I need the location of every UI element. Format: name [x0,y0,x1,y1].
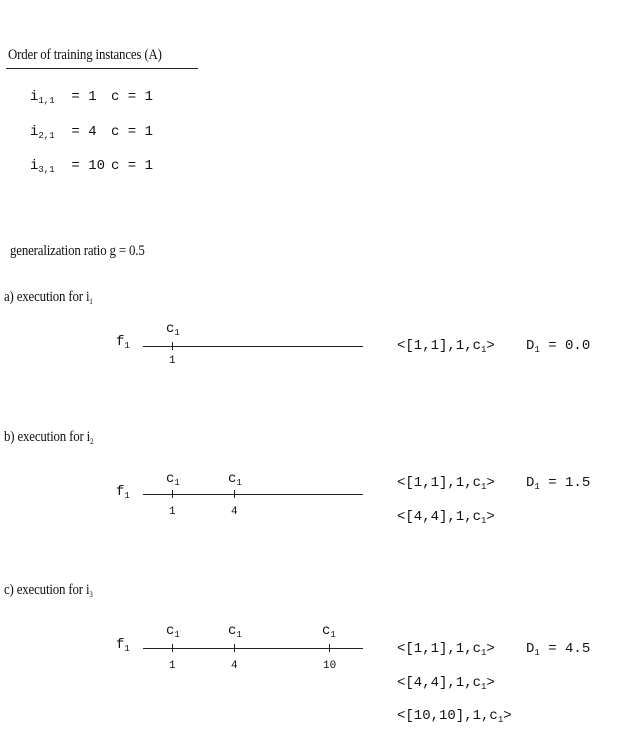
section-c-title: c) execution for $i_3$ [4,582,93,599]
instance-row [30,124,97,141]
axis-tick [172,644,173,652]
axis-label-f: $f_1$ [116,334,130,351]
section-b-title: b) execution for $i_2$ [4,429,94,446]
title-underline [6,68,198,69]
instance-equals: = [63,124,89,140]
feature-axis [143,346,363,347]
instance-value: 4 [88,124,97,140]
instance-var: i [30,124,39,140]
axis-tick [329,644,330,652]
rule: $<[10,10],1,c_1>$ [397,708,512,725]
class-label: $c_1$ [166,321,180,338]
distance-value: $D_1 = 0.0$ [526,338,591,355]
class-label: $c_1$ [322,623,336,640]
instance-class: c = 1 [111,89,154,105]
instance-value: 10 [88,158,106,174]
feature-axis [143,648,363,649]
class-label: $c_1$ [228,471,242,488]
class-label: $c_1$ [166,623,180,640]
rule: $<[1,1],1,c_1>$ [397,338,495,355]
axis-label-f: $f_1$ [116,484,130,501]
instance-var: i [30,158,39,174]
axis-tick [172,342,173,350]
generalization-ratio: generalization ratio g = 0.5 [10,243,145,259]
feature-axis [143,494,363,495]
axis-tick [172,490,173,498]
tick-label: 1 [169,506,176,518]
tick-label: 10 [323,660,337,672]
rule: $<[1,1],1,c_1>$ [397,641,495,658]
instance-equals: = [63,89,89,105]
instance-sub: 2,1 [38,131,55,141]
instance-var: i [30,89,39,105]
instance-class: c = 1 [111,158,154,174]
rule: $<[1,1],1,c_1>$ [397,475,495,492]
instance-sub: 1,1 [38,96,55,106]
axis-label-f: $f_1$ [116,637,130,654]
instance-class: c = 1 [111,124,154,140]
instance-equals: = [63,158,89,174]
distance-value: $D_1 = 4.5$ [526,641,591,658]
rule: $<[4,4],1,c_1>$ [397,675,495,692]
instance-sub: 3,1 [38,165,55,175]
tick-label: 1 [169,660,176,672]
tick-label: 1 [169,355,176,367]
axis-tick [234,644,235,652]
rule: $<[4,4],1,c_1>$ [397,509,495,526]
class-label: $c_1$ [166,471,180,488]
class-label: $c_1$ [228,623,242,640]
instance-row [30,158,105,175]
order-title: Order of training instances (A) [8,47,162,63]
section-a-title: a) execution for $i_1$ [4,289,93,306]
axis-tick [234,490,235,498]
instance-row [30,89,97,106]
tick-label: 4 [231,506,238,518]
instance-value: 1 [88,89,97,105]
tick-label: 4 [231,660,238,672]
distance-value: $D_1 = 1.5$ [526,475,591,492]
